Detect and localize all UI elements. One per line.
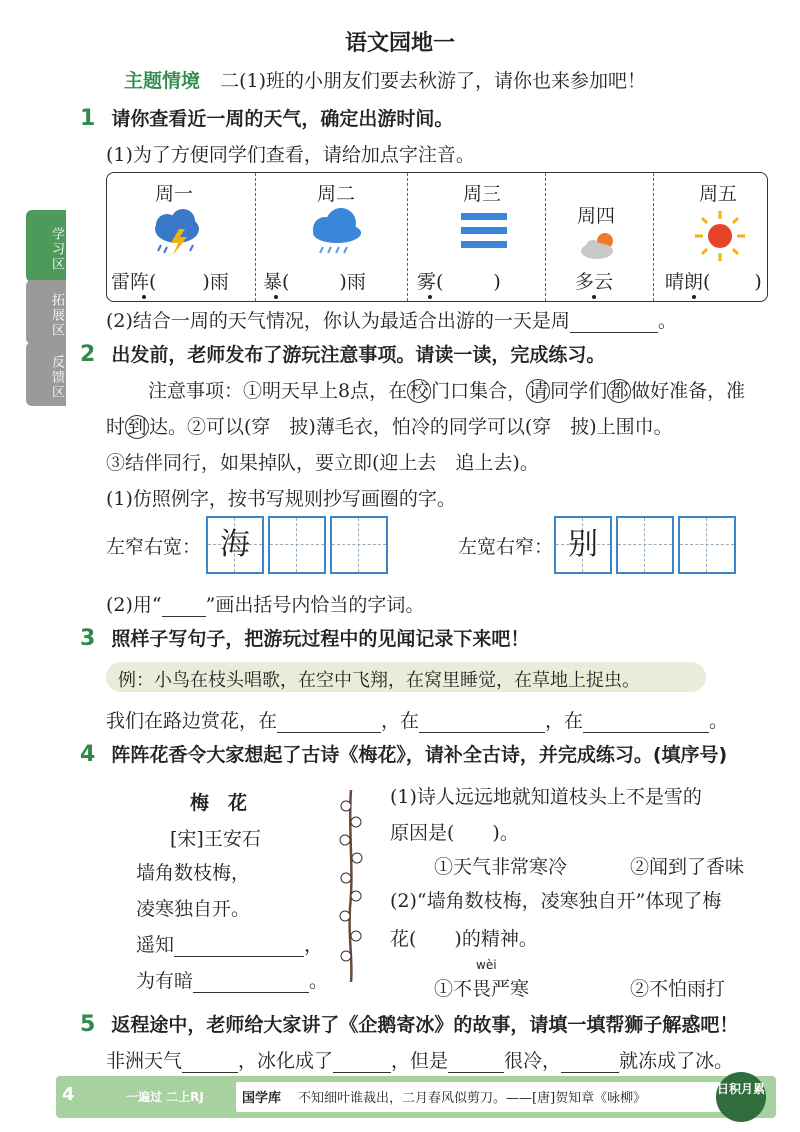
q4-p1-line1: (1)诗人远远地就知道枝头上不是雪的 (390, 786, 702, 808)
plum-branch-icon (336, 788, 366, 984)
thunderstorm-icon (149, 207, 209, 259)
answer-blank[interactable] (174, 956, 304, 957)
weather-day-mon (107, 173, 256, 301)
writing-grid[interactable] (268, 516, 326, 574)
page-title: 语文园地一 (344, 31, 455, 56)
notice-line-3: ③结伴同行，如果掉队，要立即(迎上去 追上去)。 (106, 452, 539, 474)
tab-feedback[interactable]: 反馈区 (26, 342, 66, 406)
theme-line (124, 66, 646, 93)
day-label: 周四 (577, 205, 616, 227)
poem-line-2: 凌寒独自开。 (136, 898, 251, 920)
answer-blank[interactable] (583, 732, 709, 733)
notice-line-2: 时 到 达。②可以(穿 披)薄毛衣，怕冷的同学可以(穿 披)上围巾。 (106, 416, 673, 438)
answer-blank[interactable] (419, 732, 545, 733)
answer-blank[interactable] (333, 1072, 391, 1073)
partly-cloudy-icon (579, 229, 623, 263)
q4-p2-line2: 花( )的精神。 (390, 928, 538, 950)
question-2: 2 出发前，老师发布了游玩注意事项。请读一读，完成练习。 (80, 342, 606, 367)
footer-quote-box (236, 1082, 756, 1112)
day-word: 雾( ) (417, 271, 501, 293)
question-3: 3 照样子写句子，把游玩过程中的见闻记录下来吧！ (80, 626, 530, 651)
question-text: 请你查看近一周的天气，确定出游时间。 (111, 108, 454, 130)
answer-blank[interactable] (182, 1072, 238, 1073)
poem-title: 梅 花 (190, 792, 248, 814)
weather-day-thu (545, 173, 654, 301)
weather-day-tue (255, 173, 408, 301)
question-1 (80, 104, 453, 131)
question-number: 1 (80, 106, 96, 131)
circled-char: 请 (526, 379, 550, 403)
q4-p2-line1: (2)“墙角数枝梅，凌寒独自开”体现了梅 (390, 890, 722, 912)
q5-answer-line: 非洲天气 ，冰化成了 ，但是 很冷， 就冻成了冰。 (106, 1050, 734, 1072)
writing-grid[interactable] (616, 516, 674, 574)
question-4: 4 阵阵花香令大家想起了古诗《梅花》，请补全古诗，并完成练习。(填序号) (80, 742, 728, 767)
option-1[interactable]: ①天气非常寒冷 (434, 856, 568, 878)
q1-sub1: (1)为了方便同学们查看，请给加点字注音。 (106, 144, 475, 166)
weather-day-fri (653, 173, 765, 301)
sun-icon (693, 209, 747, 263)
option-2[interactable]: ②闻到了香味 (630, 856, 745, 878)
weather-table (106, 172, 768, 302)
fog-icon (459, 211, 511, 253)
answer-blank[interactable] (193, 992, 309, 993)
poem-line-3: 遥知 ， (136, 934, 324, 956)
page-number: 4 (62, 1084, 75, 1105)
q2-sub1: (1)仿照例字，按书写规则抄写画圈的字。 (106, 488, 456, 510)
poem-line-4: 为有暗 。 (136, 970, 329, 992)
right-narrow-label: 左宽右窄： (458, 536, 554, 558)
circled-char: 都 (607, 379, 631, 403)
example-grid: 海 (206, 516, 264, 574)
day-word: 晴朗( ) (665, 271, 762, 293)
quote: 不知细叶谁裁出，二月春风似剪刀。——[唐]贺知章《咏柳》 (298, 1091, 647, 1106)
example-sentence: 例：小鸟在枝头唱歌，在空中飞翔，在窝里睡觉，在草地上捉虫。 (118, 670, 640, 691)
example-grid: 别 (554, 516, 612, 574)
answer-blank[interactable] (448, 1072, 504, 1073)
question-5: 5 返程途中，老师给大家讲了《企鹅寄冰》的故事，请填一填帮狮子解惑吧！ (80, 1012, 739, 1037)
q2-sub2: (2)用“ ”画出括号内恰当的字词。 (106, 594, 425, 616)
option-2[interactable]: ②不怕雨打 (630, 978, 726, 1000)
footer-bar (56, 1076, 776, 1118)
daily-badge: 日积月累 (716, 1072, 766, 1122)
answer-blank[interactable] (277, 732, 381, 733)
section-label: 国学库 (242, 1091, 282, 1106)
notice-line-1: 注意事项：①明天早上8点，在 校 门口集合， 请 同学们 都 做好准备，准 (148, 380, 746, 402)
day-word: 暴( )雨 (263, 271, 366, 293)
option-1[interactable]: ①不畏严寒 (434, 978, 530, 1000)
writing-grid[interactable] (678, 516, 736, 574)
day-label: 周三 (463, 183, 502, 205)
circled-char: 校 (407, 379, 431, 403)
left-narrow-label: 左窄右宽： (106, 536, 202, 558)
day-word: 多云 (575, 271, 614, 293)
pinyin: wèi (476, 958, 497, 972)
answer-blank[interactable] (570, 332, 658, 333)
rain-icon (307, 207, 367, 259)
weather-day-wed (407, 173, 546, 301)
poem-line-1: 墙角数枝梅， (136, 862, 251, 884)
q1-sub2: (2)结合一周的天气情况，你认为最适合出游的一天是周 。 (106, 310, 677, 332)
theme-label: 主题情境 (124, 70, 201, 92)
theme-text: 二(1)班的小朋友们要去秋游了，请你也来参加吧！ (220, 70, 646, 92)
day-label: 周五 (699, 183, 738, 205)
day-label: 周二 (317, 183, 356, 205)
day-word: 雷阵( )雨 (111, 271, 229, 293)
tab-study[interactable]: 学习区 (26, 210, 66, 282)
answer-blank[interactable] (561, 1072, 619, 1073)
circled-char: 到 (125, 415, 149, 439)
brand: 一遍过 二上RJ (126, 1090, 204, 1104)
day-label: 周一 (155, 183, 194, 205)
q3-answer-line: 我们在路边赏花，在 ，在 ，在 。 (106, 710, 729, 732)
writing-grid[interactable] (330, 516, 388, 574)
q4-p1-line2: 原因是( )。 (390, 822, 519, 844)
tab-extend[interactable]: 拓展区 (26, 280, 66, 344)
poem-author: [宋]王安石 (170, 828, 261, 850)
